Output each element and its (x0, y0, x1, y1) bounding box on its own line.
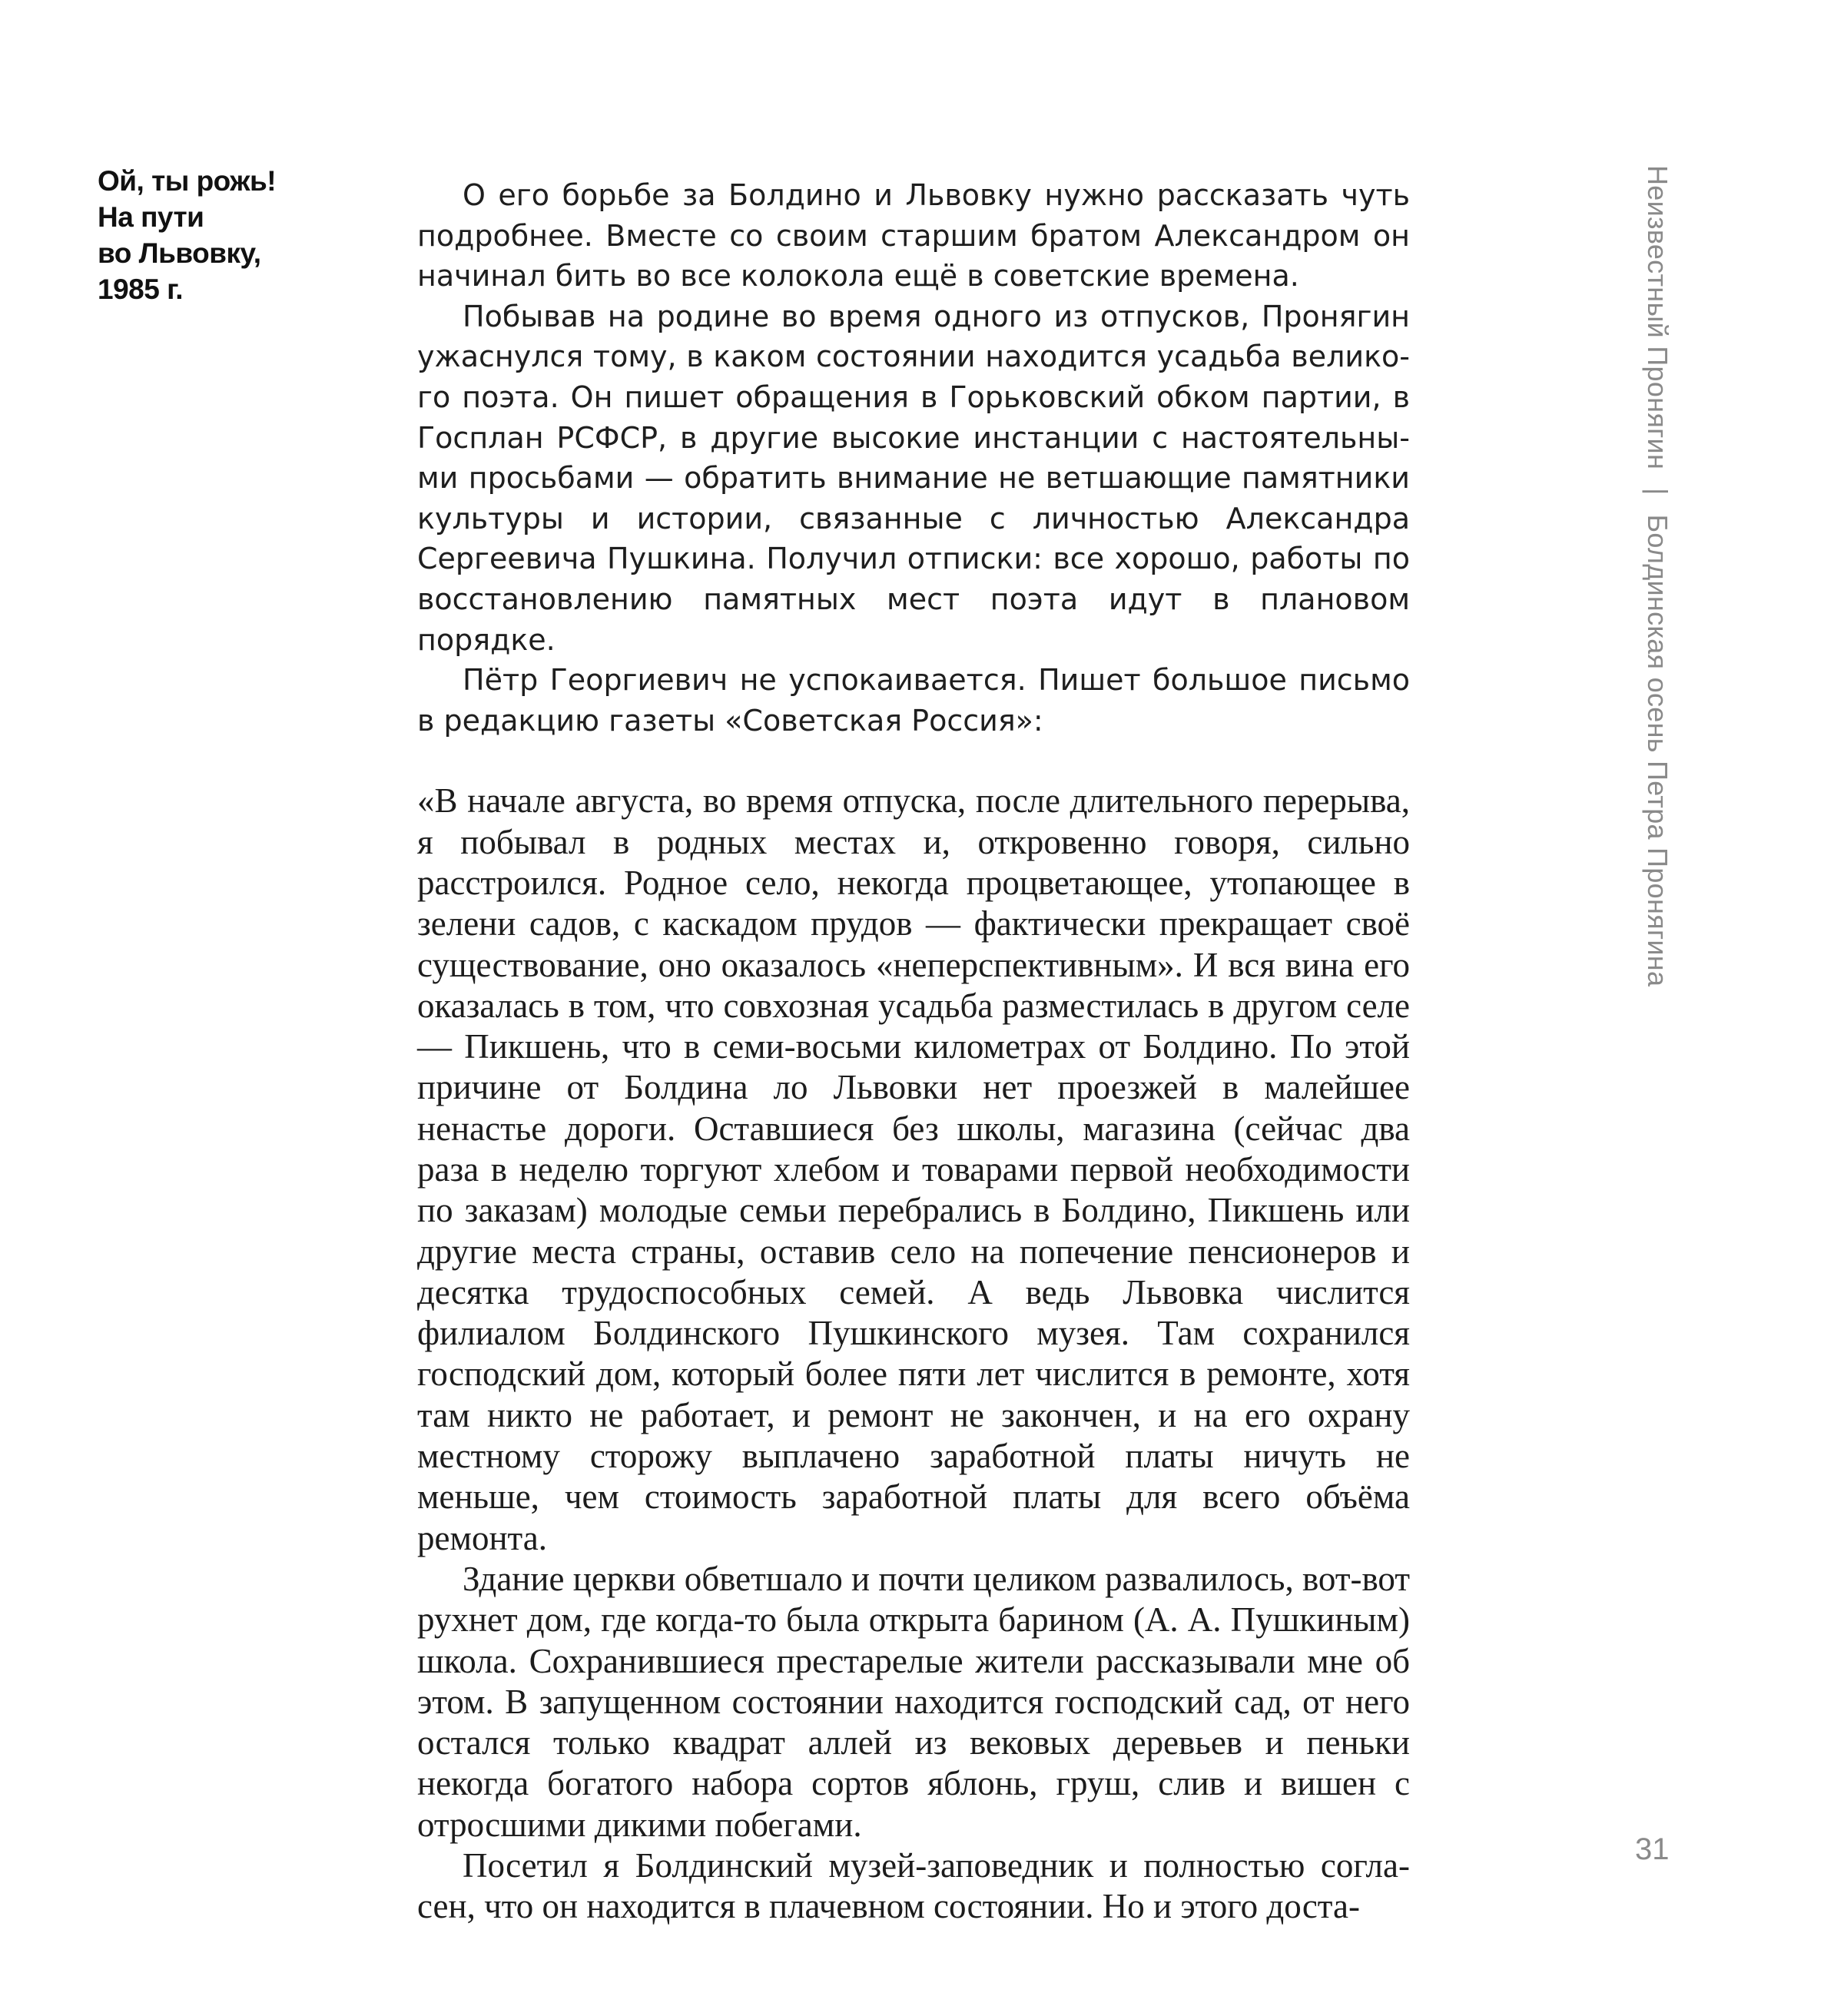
quote-paragraph: Посетил я Болдинский музей-заповедник и полностью согласен, что он находится в плачевном состоянии. Но и этого доста- (417, 1846, 1410, 1926)
chapter-title: Болдинская осень Петра Пронягина (1642, 514, 1673, 987)
main-text-column (417, 175, 1410, 1928)
running-head-separator: | (1642, 488, 1673, 496)
letter-quote (417, 781, 1410, 1927)
book-title: Неизвестный Пронягин (1642, 165, 1673, 470)
caption-line: 1985 г. (98, 274, 184, 305)
quote-paragraph: «В начале августа, во время отпуска, после длительного перерыва, я побывал в родных местах и, откровенно говоря, сильно расстроился. Родное село, некогда процветающее, утопающее в зелени садов, с каскадом прудов — фактически прекращает своё существование, оно оказалось «неперспективным». И вся вина его оказалась в том, что совхозная усадьба разместилась в другом селе — Пикшень, что в семи-восьми километрах от Болдино. По этой причине от Болдина ло Львовки нет проезжей в малейшее ненастье дороги. Оставшиеся без школы, магазина (сейчас два раза в неделю торгуют хлебом и товарами первой необходимости по заказам) молодые семьи перебрались в Болдино, Пикшень или другие места страны, оставив село на попечение пенсионеров и десятка трудоспособных семей. А ведь Львовка числится филиалом Болдинского Пушкинского музея. Там сохранился господский дом, который более пяти лет числится в ремонте, хотя там никто не работает, и ремонт не закончен, и на его охрану местному сторожу выплачено заработной платы ничуть не меньше, чем стоимость заработной платы для всего объёма ремонта. (417, 781, 1410, 1557)
intro-paragraph: О его борьбе за Болдино и Львовку нужно рассказать чуть подробнее. Вместе со своим старшим братом Александром он начинал бить во все колокола ещё в советские времена. (417, 178, 1410, 293)
running-head (1638, 165, 1677, 987)
page-number: 31 (1635, 1832, 1670, 1866)
photo-caption (98, 163, 351, 307)
caption-line: во Львовку, (98, 237, 261, 269)
caption-line: На пути (98, 201, 204, 233)
quote-paragraph: Здание церкви обветшало и почти целиком развалилось, вот-вот рухнет дом, где когда-то была открыта барином (А. А. Пушкиным) школа. Сохранившиеся престарелые жители рассказывали мне об этом. В запущенном состоянии находится господский сад, от него остался только квадрат аллей из вековых деревьев и пеньки некогда богатого набора сортов яблонь, груш, слив и вишен с отросшими дикими побегами. (417, 1559, 1410, 1844)
intro-paragraph: Пётр Георгиевич не успокаивается. Пишет большое письмо в редакцию газеты «Советская Россия»: (417, 663, 1410, 738)
intro-paragraph: Побывав на родине во время одного из отпусков, Пронягин ужаснулся тому, в каком состоянии находится усадьба великого поэта. Он пишет обращения в Горьковский обком партии, в Госплан РСФСР, в другие высокие инстанции с настоятельными просьбами — обратить внимание не ветшающие памятники культуры и истории, связанные с личностью Александра Сергеевича Пушкина. Получил отписки: все хорошо, работы по восстановлению памятных мест поэта идут в плановом порядке. (417, 299, 1410, 657)
caption-line: Ой, ты рожь! (98, 165, 277, 197)
